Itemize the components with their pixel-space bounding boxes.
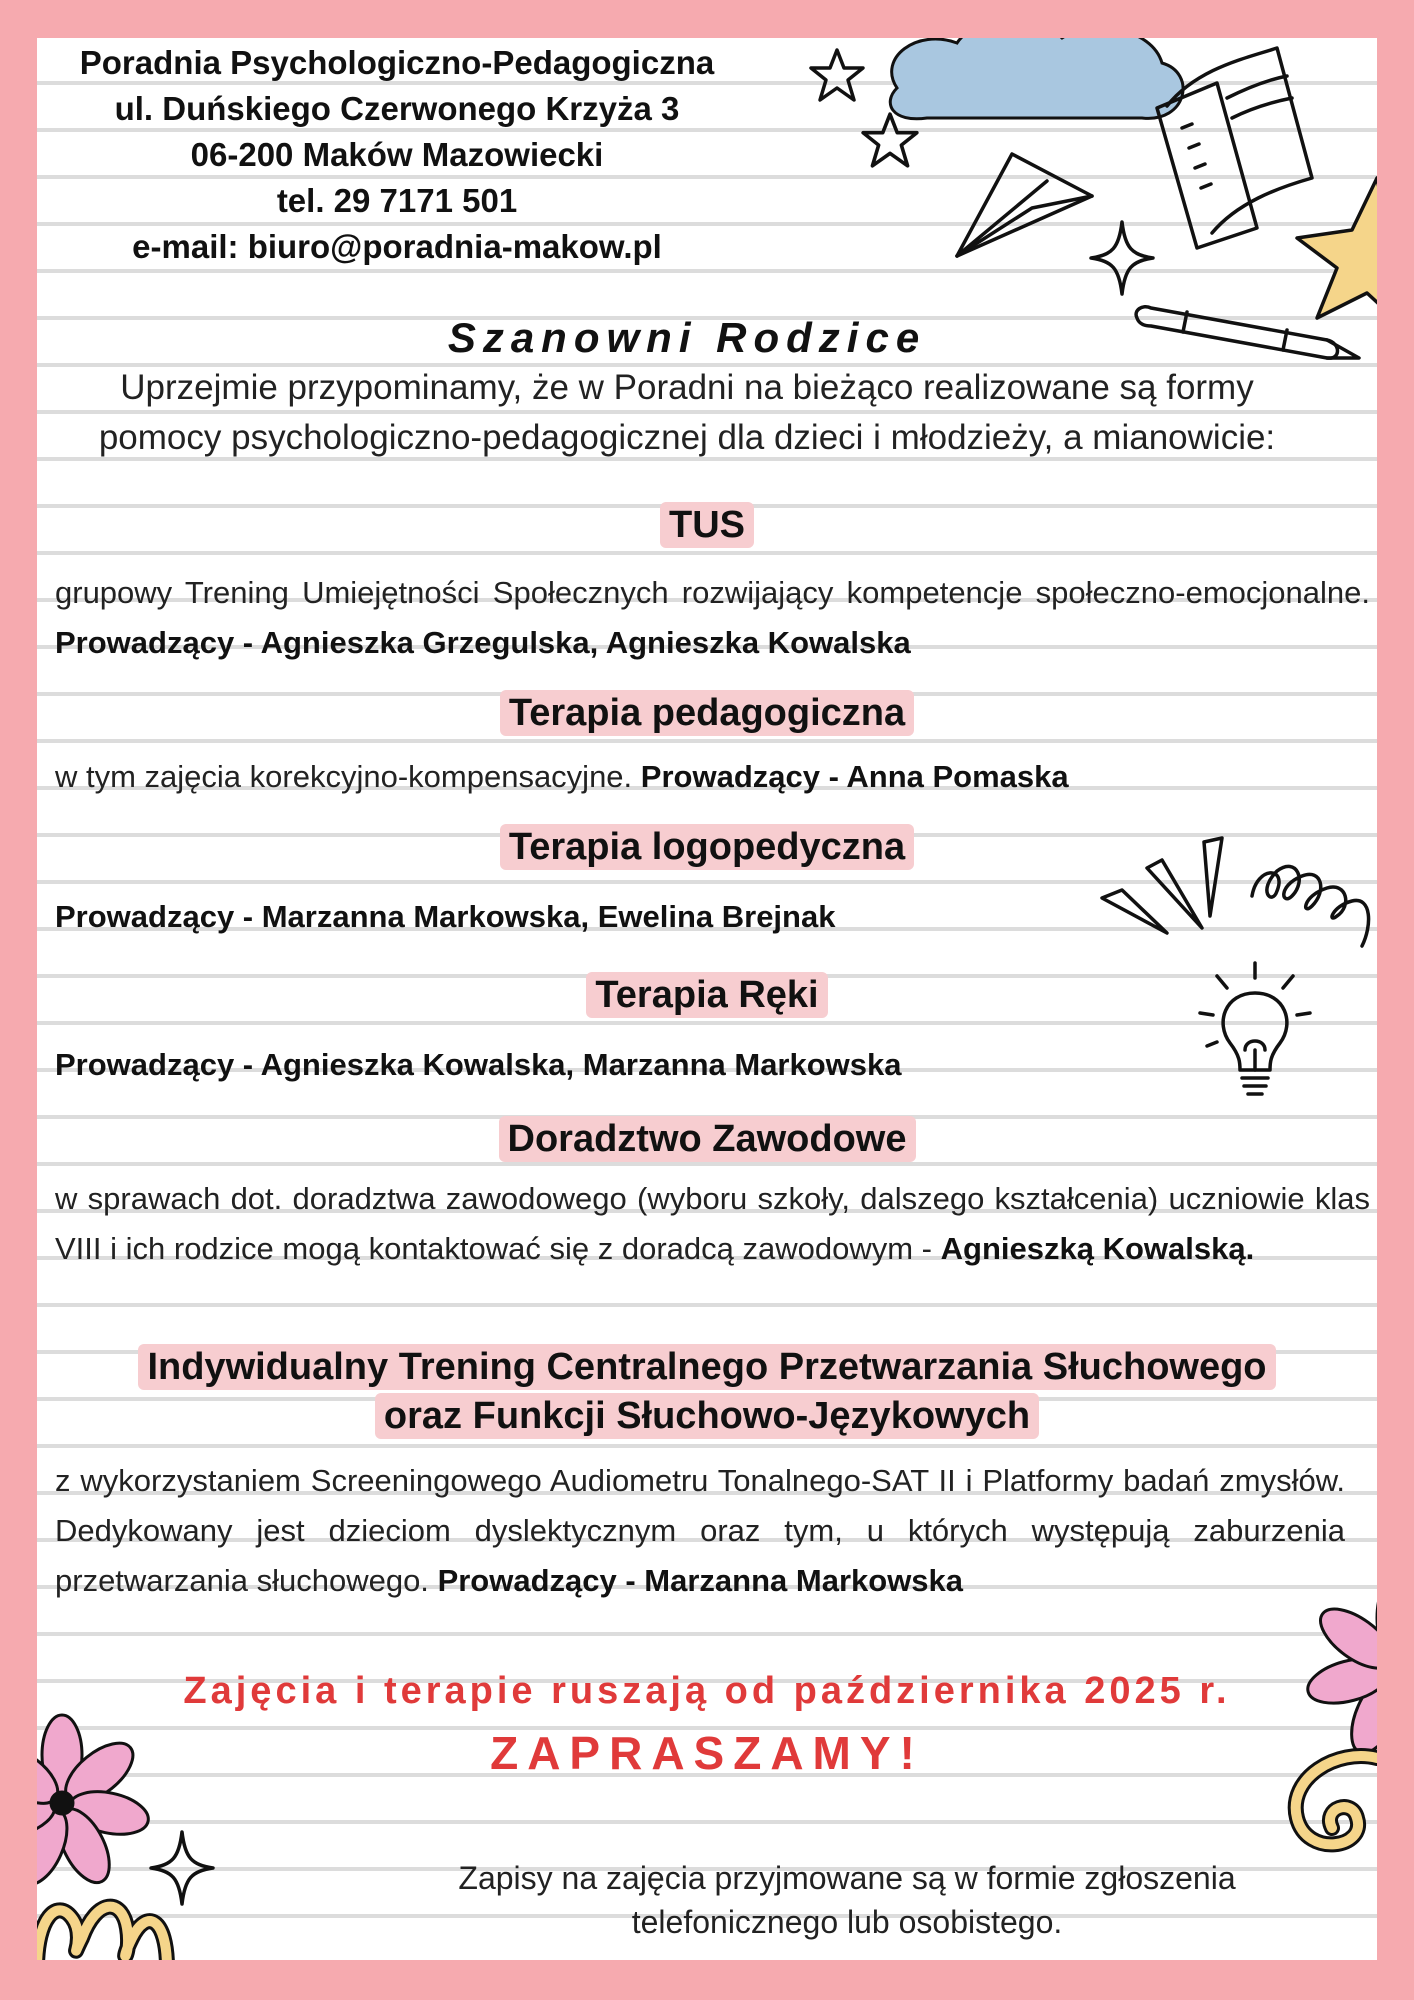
section-title-career: Doradztwo Zawodowe (37, 1118, 1377, 1161)
section-body-pedagogical: w tym zajęcia korekcyjno-kompensacyjne. Prowadzący - Anna Pomaska (55, 759, 1069, 794)
header-line: tel. 29 7171 501 (276, 182, 518, 219)
header-line: Poradnia Psychologiczno-Pedagogiczna (79, 44, 715, 81)
header-line: ul. Duńskiego Czerwonego Krzyża 3 (114, 90, 680, 127)
section-body-career: w sprawach dot. doradztwa zawodowego (wyboru szkoły, dalszego kształcenia) uczniowie klas VIII i ich rodzice mogą kontaktować się z doradcą zawodowym - Agnieszką Kowalską. (55, 1181, 1370, 1266)
star-icon (807, 46, 867, 106)
pen-icon (1127, 300, 1367, 370)
rays-icon (1092, 838, 1272, 938)
header-email: e-mail: biuro@poradnia-makow.pl (132, 228, 662, 265)
intro-line: pomocy psychologiczno-pedagogicznej dla dzieci i młodzieży, a mianowicie: (98, 418, 1276, 457)
flower-icon (37, 1718, 147, 1888)
header-line: 06-200 Maków Mazowiecki (190, 136, 604, 173)
intro-line: Uprzejmie przypominamy, że w Poradni na bieżąco realizowane są formy (120, 368, 1254, 407)
section-body-auditory: z wykorzystaniem Screeningowego Audiometru Tonalnego-SAT II i Platformy badań zmysłów. Dedykowany jest dzieciom dyslektycznym oraz tym, u których występują zaburzenia przetwarzania słuchowego. Prowadzący - Marzanna Markowska (55, 1463, 1345, 1598)
squiggle-icon (37, 1878, 187, 1960)
section-title-tus: TUS (37, 504, 1377, 547)
invite-text: ZAPRASZAMY! (490, 1727, 924, 1779)
squiggle-icon (1277, 1748, 1377, 1868)
section-title-hand: Terapia Ręki (37, 974, 1377, 1017)
section-title-auditory: Indywidualny Trening Centralnego Przetwarzania Słuchowego (37, 1346, 1377, 1389)
lined-paper (37, 38, 1377, 1960)
paper-plane-icon (952, 146, 1102, 266)
announcement-text: Zajęcia i terapie ruszają od października 2025 r. (183, 1670, 1231, 1712)
sparkle-icon (1087, 218, 1157, 298)
squiggle-icon (1247, 856, 1377, 966)
signup-line: Zapisy na zajęcia przyjmowane są w formie zgłoszenia (458, 1860, 1236, 1896)
section-body-speech: Prowadzący - Marzanna Markowska, Ewelina Brejnak (55, 899, 836, 934)
section-title-speech: Terapia logopedyczna (37, 826, 1377, 869)
greeting-title: Szanowni Rodzice (447, 314, 927, 361)
lightbulb-icon (1195, 958, 1315, 1108)
section-body-hand: Prowadzący - Agnieszka Kowalska, Marzanna Markowska (55, 1047, 902, 1082)
section-title-auditory-line2: oraz Funkcji Słuchowo-Językowych (37, 1395, 1377, 1438)
section-body-tus: grupowy Trening Umiejętności Społecznych rozwijający kompetencje społeczno-emocjonalne. Prowadzący - Agnieszka Grzegulska, Agnieszka Kowalska (55, 575, 1370, 660)
flower-icon (1277, 1568, 1377, 1768)
star-icon (859, 110, 921, 172)
signup-line: telefonicznego lub osobistego. (631, 1904, 1063, 1940)
section-title-pedagogical: Terapia pedagogiczna (37, 692, 1377, 735)
